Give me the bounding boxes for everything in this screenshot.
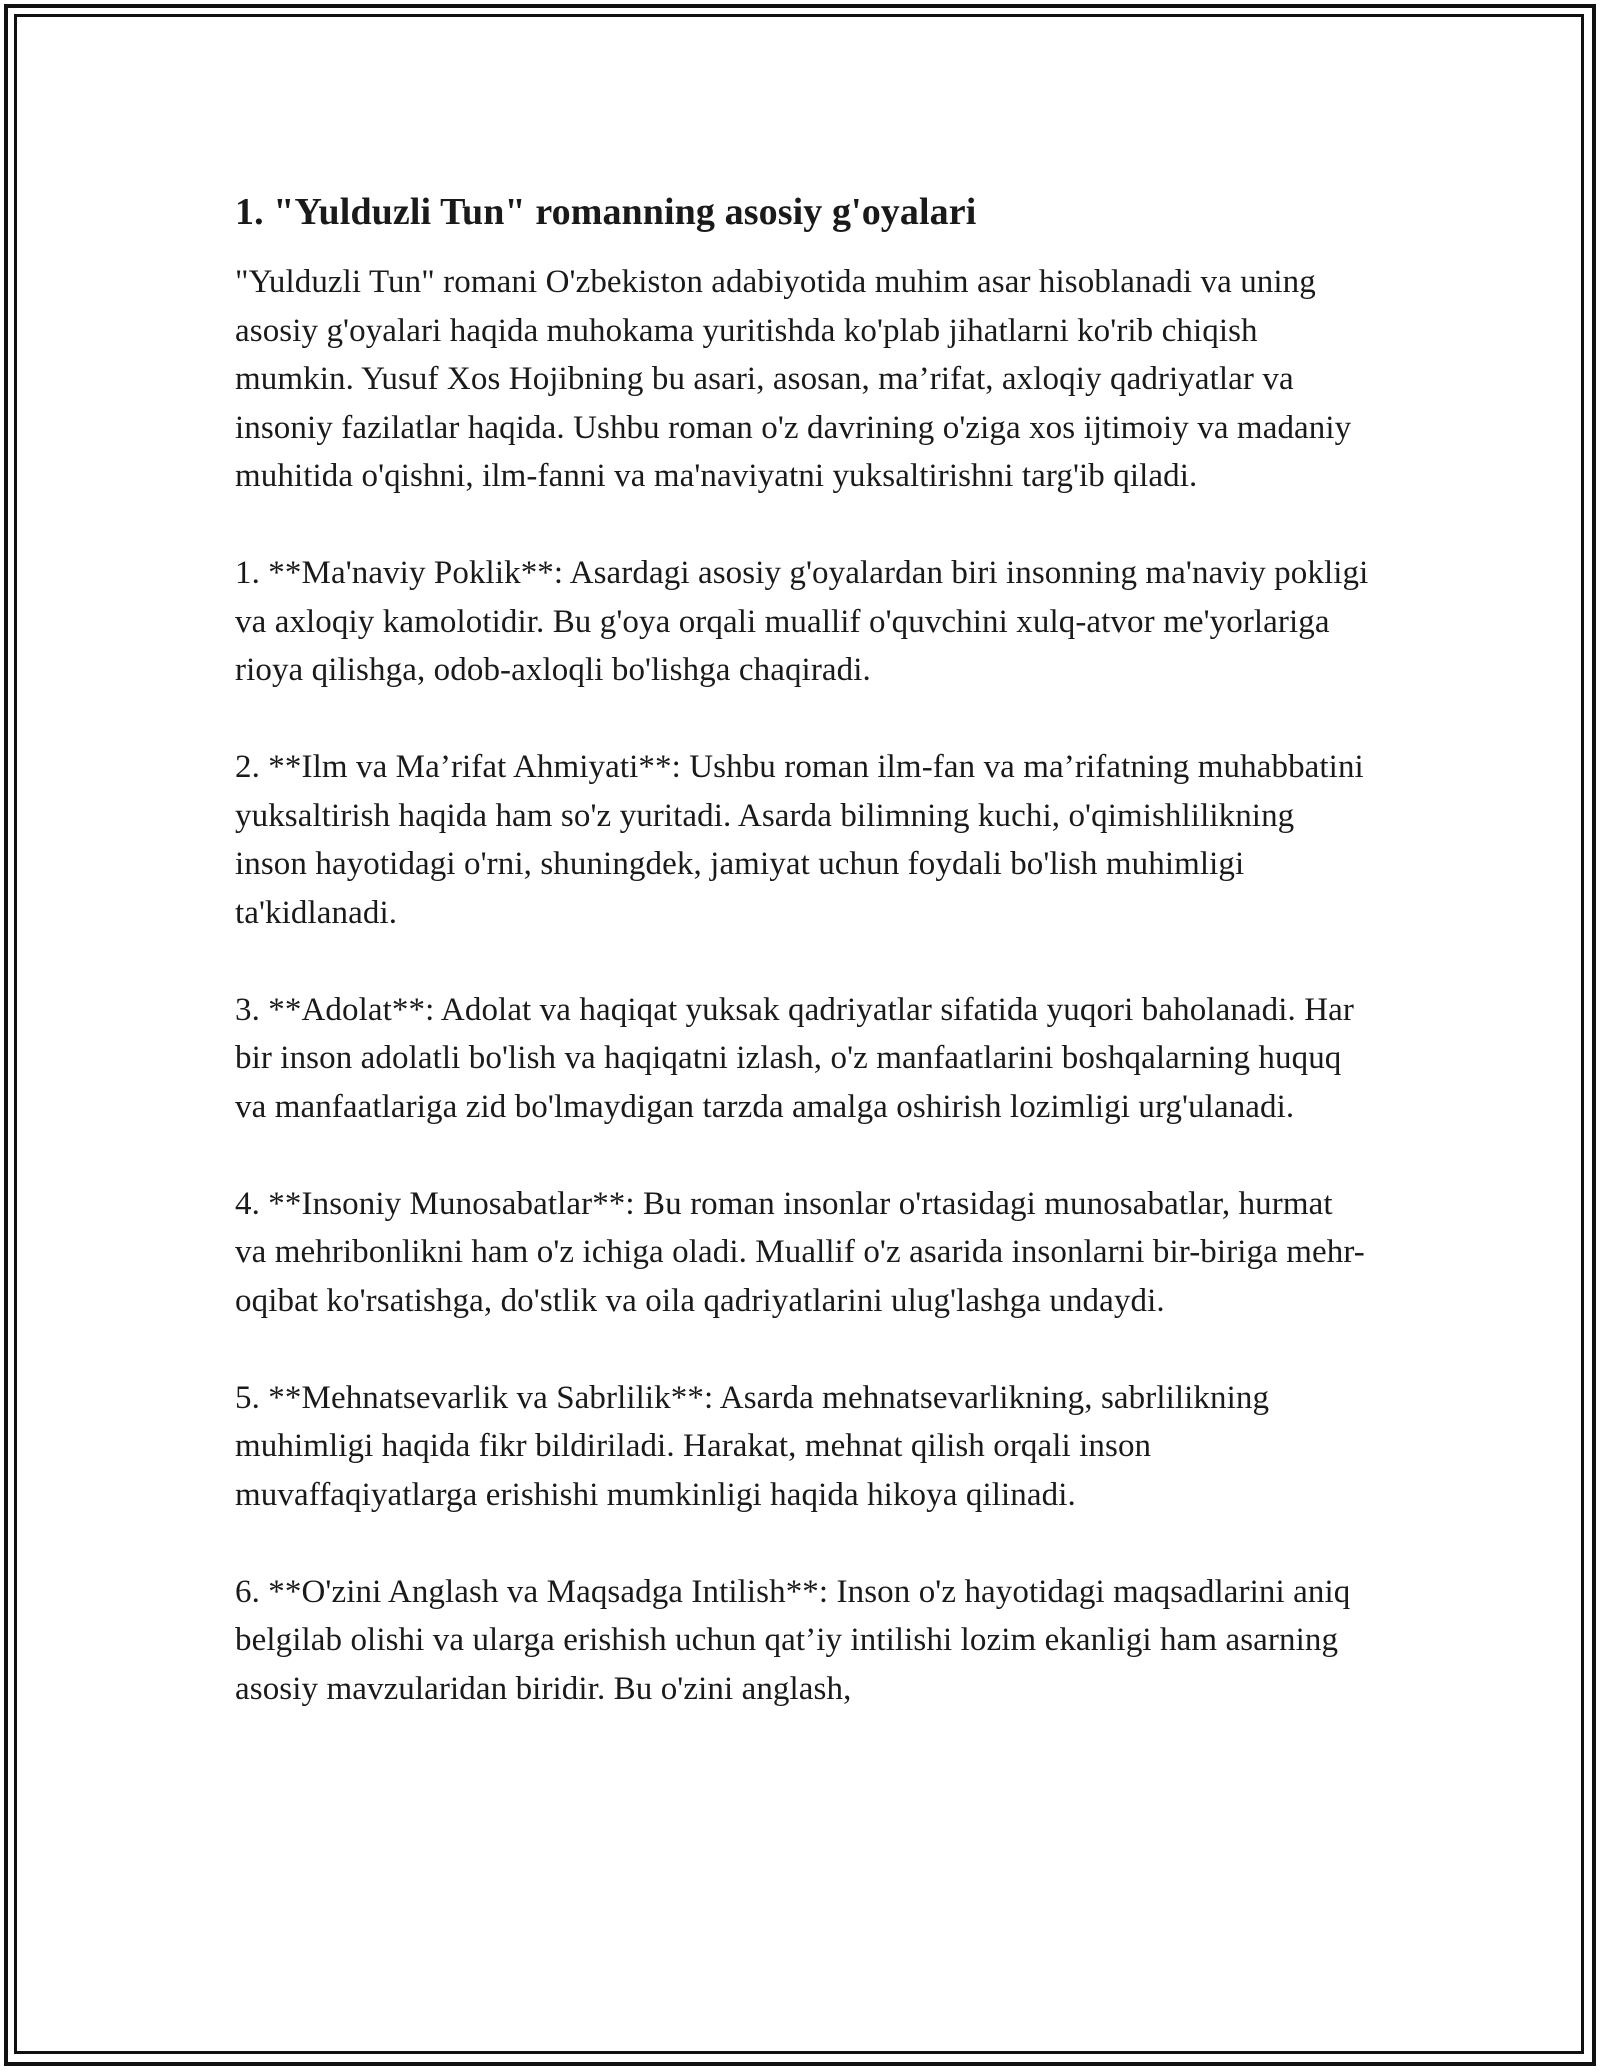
document-body xyxy=(235,186,1370,1713)
paragraph-ilm-va-marifat: 2. **Ilm va Ma’rifat Ahmiyati**: Ushbu roman ilm-fan va ma’rifatning muhabbatini yuksaltirish haqida ham so'z yuritadi. Asarda bilimning kuchi, o'qimishlilikning inson hayotidagi o'rni, shuningdek, jamiyat uchun foydali bo'lish muhimligi ta'kidlanadi. xyxy=(235,749,1364,931)
paragraph-insoniy-munosabatlar: 4. **Insoniy Munosabatlar**: Bu roman insonlar o'rtasidagi munosabatlar, hurmat va mehribonlikni ham o'z ichiga oladi. Muallif o'z asarida insonlarni bir-biriga mehr-oqibat ko'rsatishga, do'stlik va oila qadriyatlarini ulug'lashga undaydi. xyxy=(235,1185,1365,1319)
intro-paragraph: "Yulduzli Tun" romani O'zbekiston adabiyotida muhim asar hisoblanadi va uning asosiy g'oyalari haqida muhokama yuritishda ko'plab jihatlarni ko'rib chiqish mumkin. Yusuf Xos Hojibning bu asari, asosan, ma’rifat, axloqiy qadriyatlar va insoniy fazilatlar haqida. Ushbu roman o'z davrining o'ziga xos ijtimoiy va madaniy muhitida o'qishni, ilm-fanni va ma'naviyatni yuksaltirishni targ'ib qiladi. xyxy=(235,264,1352,494)
paragraph-adolat: 3. **Adolat**: Adolat va haqiqat yuksak qadriyatlar sifatida yuqori baholanadi. Har bir inson adolatli bo'lish va haqiqatni izlash, o'z manfaatlarini boshqalarning huquq va manfaatlariga zid bo'lmaydigan tarzda amalga oshirish lozimligi urg'ulanadi. xyxy=(235,991,1355,1125)
paragraph-manaviy-poklik: 1. **Ma'naviy Poklik**: Asardagi asosiy g'oyalardan biri insonning ma'naviy pokligi va axloqiy kamolotidir. Bu g'oya orqali muallif o'quvchini xulq-atvor me'yorlariga rioya qilishga, odob-axloqli bo'lishga chaqiradi. xyxy=(235,555,1369,688)
paragraph-ozini-anglash: 6. **O'zini Anglash va Maqsadga Intilish**: Inson o'z hayotidagi maqsadlarini aniq belgilab olishi va ularga erishish uchun qat’iy intilishi lozim ekanligi ham asarning asosiy mavzularidan biridir. Bu o'zini anglash, xyxy=(235,1573,1351,1707)
document-title: 1. "Yulduzli Tun" romanning asosiy g'oyalari xyxy=(235,191,977,233)
paragraph-mehnatsevarlik: 5. **Mehnatsevarlik va Sabrlilik**: Asarda mehnatsevarlikning, sabrlilikning muhimligi haqida fikr bildiriladi. Harakat, mehnat qilish orqali inson muvaffaqiyatlarga erishishi mumkinligi haqida hikoya qilinadi. xyxy=(235,1379,1270,1513)
